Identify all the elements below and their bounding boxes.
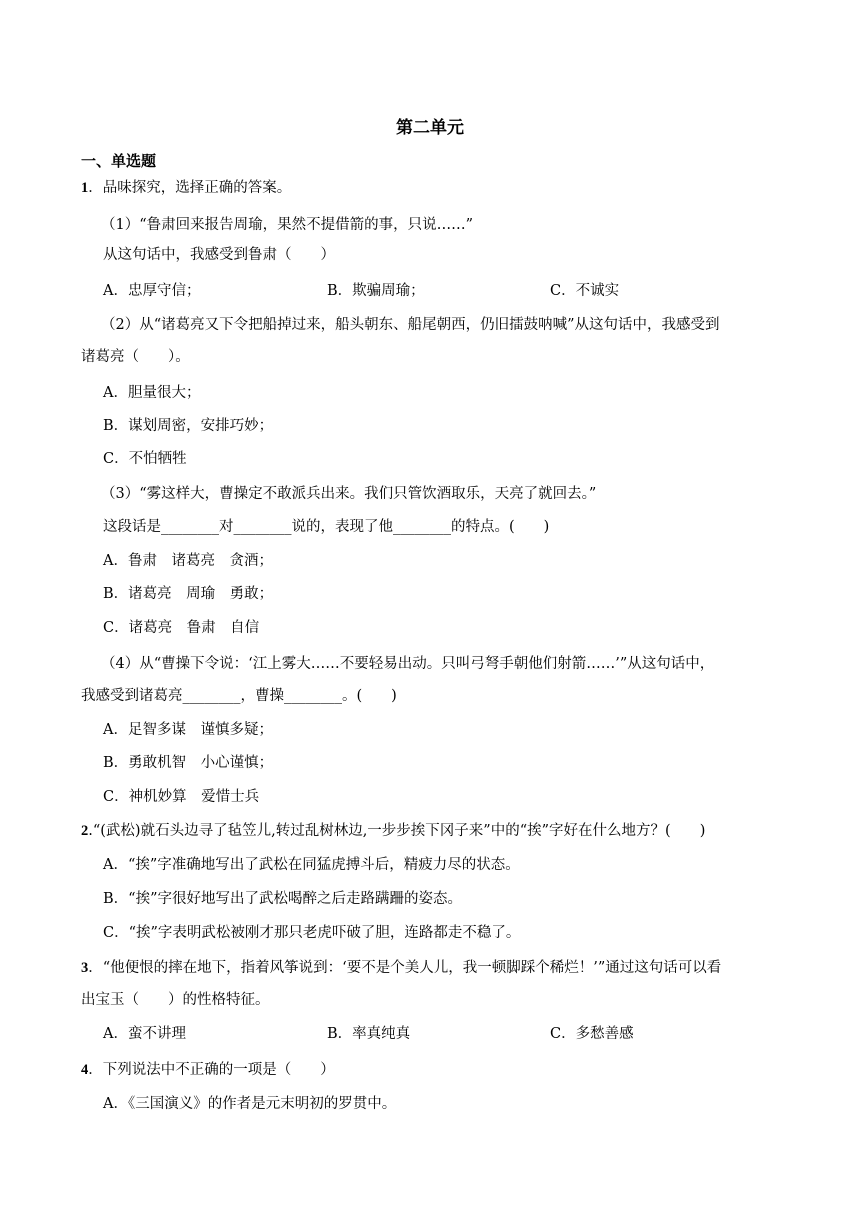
- subquestion-4-option-a: A．足智多谋 谨慎多疑；: [103, 722, 273, 738]
- subquestion-4-text2: 我感受到诸葛亮________，曹操________。( ): [81, 688, 397, 704]
- subquestion-2-option-c: C．不怕牺牲: [103, 451, 187, 467]
- question-text: ．品味探究，选择正确的答案。: [88, 180, 292, 196]
- question-2-stem: [81, 821, 705, 841]
- subquestion-2-text: （2）从“诸葛亮又下令把船掉过来，船头朝东、船尾朝西，仍旧擂鼓呐喊”从这句话中，我感受到: [101, 317, 720, 333]
- question-2-option-b: B．“挨”字很好地写出了武松喝醉之后走路蹒跚的姿态。: [103, 891, 462, 907]
- question-2-option-c: C．“挨”字表明武松被刚才那只老虎吓破了胆，连路都走不稳了。: [103, 925, 521, 941]
- subquestion-4-text: （4）从“曹操下令说：‘江上雾大……不要轻易出动。只叫弓弩手朝他们射箭……’”从这句话中，: [101, 656, 715, 672]
- question-3-option-c: C．多愁善感: [550, 1026, 634, 1042]
- subquestion-4-option-b: B．勇敢机智 小心谨慎；: [103, 755, 274, 771]
- subquestion-3-option-a: A．鲁肃 诸葛亮 贪酒；: [103, 553, 273, 569]
- question-1-stem: [81, 178, 291, 198]
- question-number: 1: [81, 180, 89, 196]
- subquestion-2-text2: 诸葛亮（ ）。: [81, 349, 190, 365]
- subquestion-3-option-b: B．诸葛亮 周瑜 勇敢；: [103, 586, 274, 602]
- question-number: 4: [81, 1062, 89, 1078]
- subquestion-3-text2: 这段话是________对________说的，表现了他________的特点。( ): [103, 519, 550, 535]
- question-4-option-a: A．《三国演义》的作者是元末明初的罗贯中。: [103, 1096, 397, 1112]
- subquestion-4-option-c: C．神机妙算 爱惜士兵: [103, 789, 260, 805]
- question-text: .“(武松)就石头边寻了毡笠儿,转过乱树林边,一步步挨下冈子来”中的“挨”字好在什么地方？( ): [88, 823, 706, 839]
- subquestion-1-text: （1）“鲁肃回来报告周瑜，果然不提借箭的事，只说……”: [101, 217, 474, 233]
- subquestion-2-option-b: B．谋划周密，安排巧妙；: [103, 418, 274, 434]
- section-heading: 一、单选题: [81, 152, 157, 170]
- subquestion-1-option-a: A．忠厚守信；: [103, 283, 201, 299]
- question-4-stem: [81, 1060, 335, 1080]
- question-number: 3: [81, 960, 89, 976]
- subquestion-1-option-c: C．不诚实: [550, 283, 620, 299]
- question-text: ．“他便恨的摔在地下，指着风筝说到：‘要不是个美人儿，我一顿脚踩个稀烂！’”通过这句话可以看: [88, 960, 722, 976]
- subquestion-2-option-a: A．胆量很大；: [103, 385, 201, 401]
- question-3-option-a: A．蛮不讲理: [103, 1026, 186, 1042]
- subquestion-1-option-b: B．欺骗周瑜；: [327, 283, 425, 299]
- question-text: ．下列说法中不正确的一项是（ ）: [88, 1062, 335, 1078]
- subquestion-1-text2: 从这句话中，我感受到鲁肃（ ）: [103, 247, 335, 263]
- question-3-option-b: B．率真纯真: [327, 1026, 411, 1042]
- question-2-option-a: A．“挨”字准确地写出了武松在同猛虎搏斗后，精疲力尽的状态。: [103, 857, 520, 873]
- page-title: 第二单元: [396, 118, 464, 138]
- question-number: 2: [81, 823, 89, 839]
- question-3-stem2: 出宝玉（ ）的性格特征。: [81, 992, 270, 1008]
- subquestion-3-text: （3）“雾这样大，曹操定不敢派兵出来。我们只管饮酒取乐，天亮了就回去。”: [101, 486, 597, 502]
- question-3-stem: [81, 958, 721, 978]
- subquestion-3-option-c: C．诸葛亮 鲁肃 自信: [103, 620, 260, 636]
